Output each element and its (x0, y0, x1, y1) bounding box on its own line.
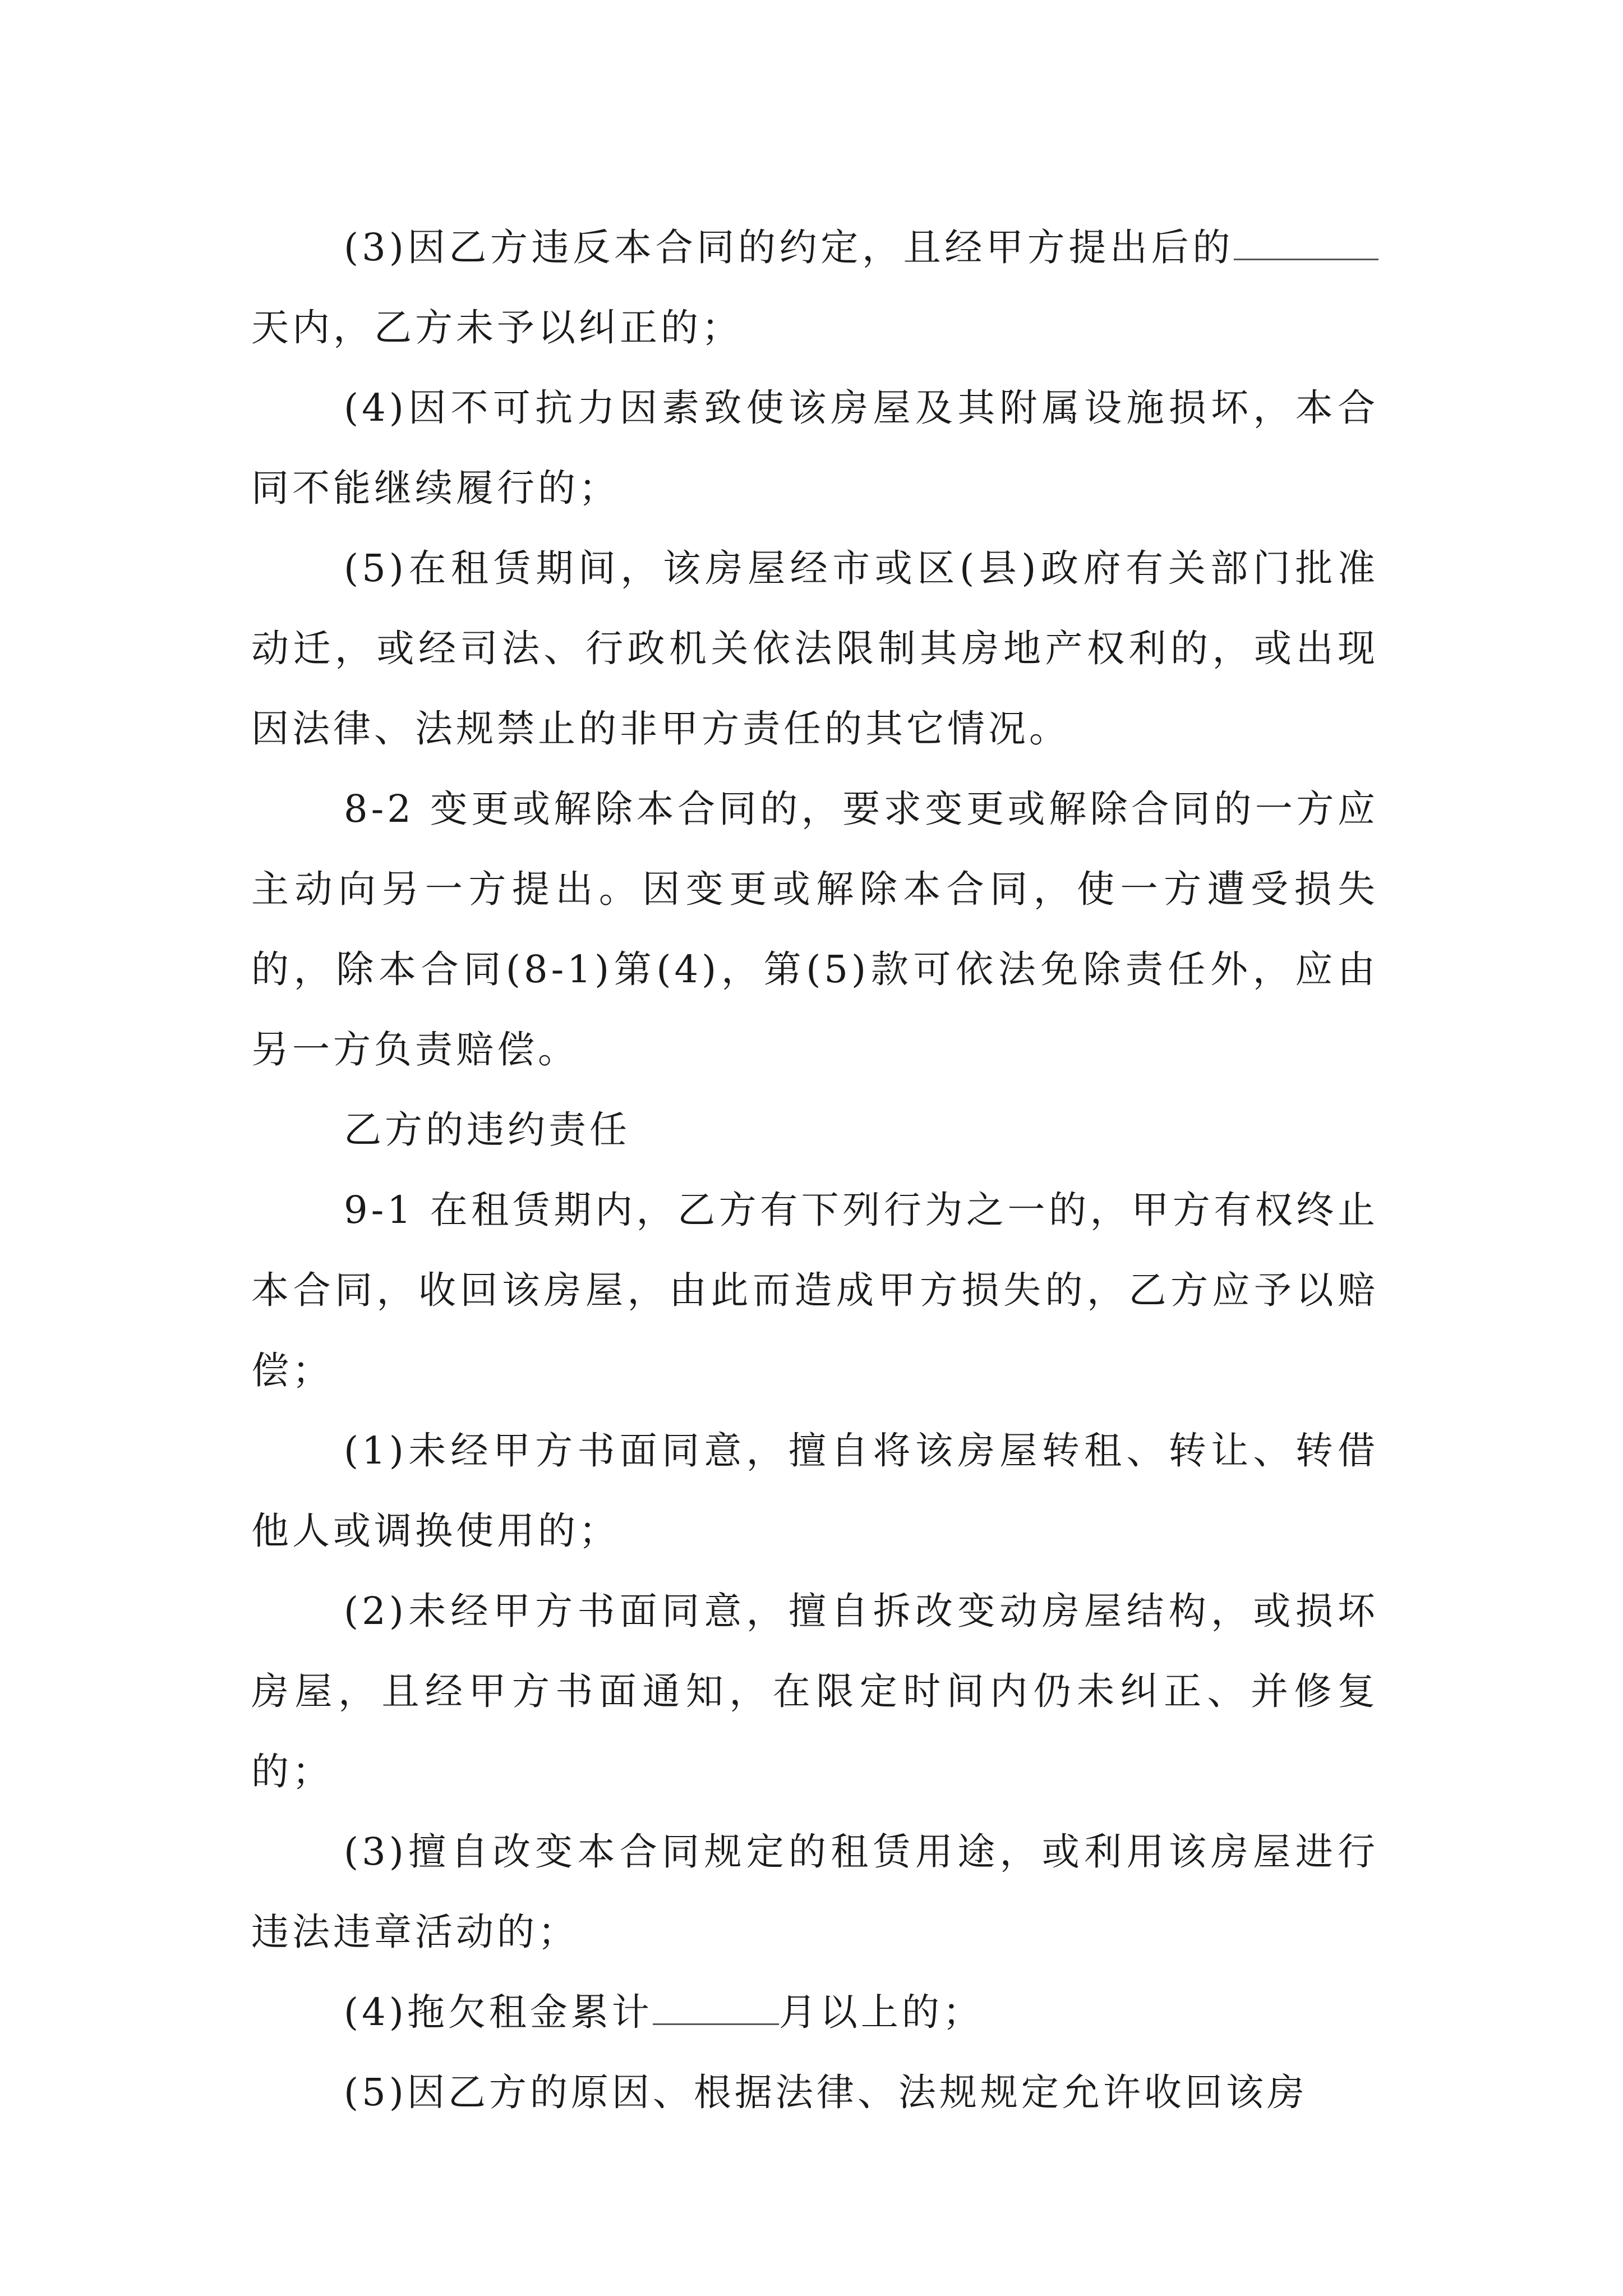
blank-months-field (653, 1989, 779, 2025)
clause-8-1-5: (5)在租赁期间，该房屋经市或区(县)政府有关部门批准动迁，或经司法、行政机关依法限制其房地产权利的，或出现因法律、法规禁止的非甲方责任的其它情况。 (251, 546, 1378, 751)
clause-8-2: 8-2 变更或解除本合同的，要求变更或解除合同的一方应主动向另一方提出。因变更或解除本合同，使一方遭受损失的，除本合同(8-1)第(4)，第(5)款可依法免除责任外，应由另一方负责赔偿。 (251, 787, 1378, 1071)
clause-8-1-4: (4)因不可抗力因素致使该房屋及其附属设施损坏，本合同不能继续履行的； (251, 386, 1378, 510)
document-page (251, 208, 1378, 2133)
clause-text-cont: 天内，乙方未予以纠正的； (251, 306, 743, 349)
clause-text: (4)拖欠租金累计 (344, 1990, 653, 2034)
clause-9-1-4 (251, 1972, 1378, 2053)
clause-text: (3)因乙方违反本合同的约定，且经甲方提出后的 (344, 226, 1234, 269)
section-heading-tenant-liability: 乙方的违约责任 (344, 1108, 630, 1152)
clause-9-1-2: (2)未经甲方书面同意，擅自拆改变动房屋结构，或损坏房屋，且经甲方书面通知，在限定时间内仍未纠正、并修复的； (251, 1589, 1378, 1793)
clause-9-1-5: (5)因乙方的原因、根据法律、法规规定允许收回该房 (344, 2070, 1308, 2114)
clause-9-1: 9-1 在租赁期内，乙方有下列行为之一的，甲方有权终止本合同，收回该房屋，由此而造成甲方损失的，乙方应予以赔偿； (251, 1188, 1378, 1392)
blank-days-field (1234, 224, 1378, 260)
clause-9-1-1: (1)未经甲方书面同意，擅自将该房屋转租、转让、转借他人或调换使用的； (251, 1429, 1378, 1553)
clause-8-1-3 (251, 208, 1378, 368)
clause-9-1-3: (3)擅自改变本合同规定的租赁用途，或利用该房屋进行违法违章活动的； (251, 1830, 1378, 1954)
clause-text-cont: 月以上的； (778, 1990, 984, 2034)
